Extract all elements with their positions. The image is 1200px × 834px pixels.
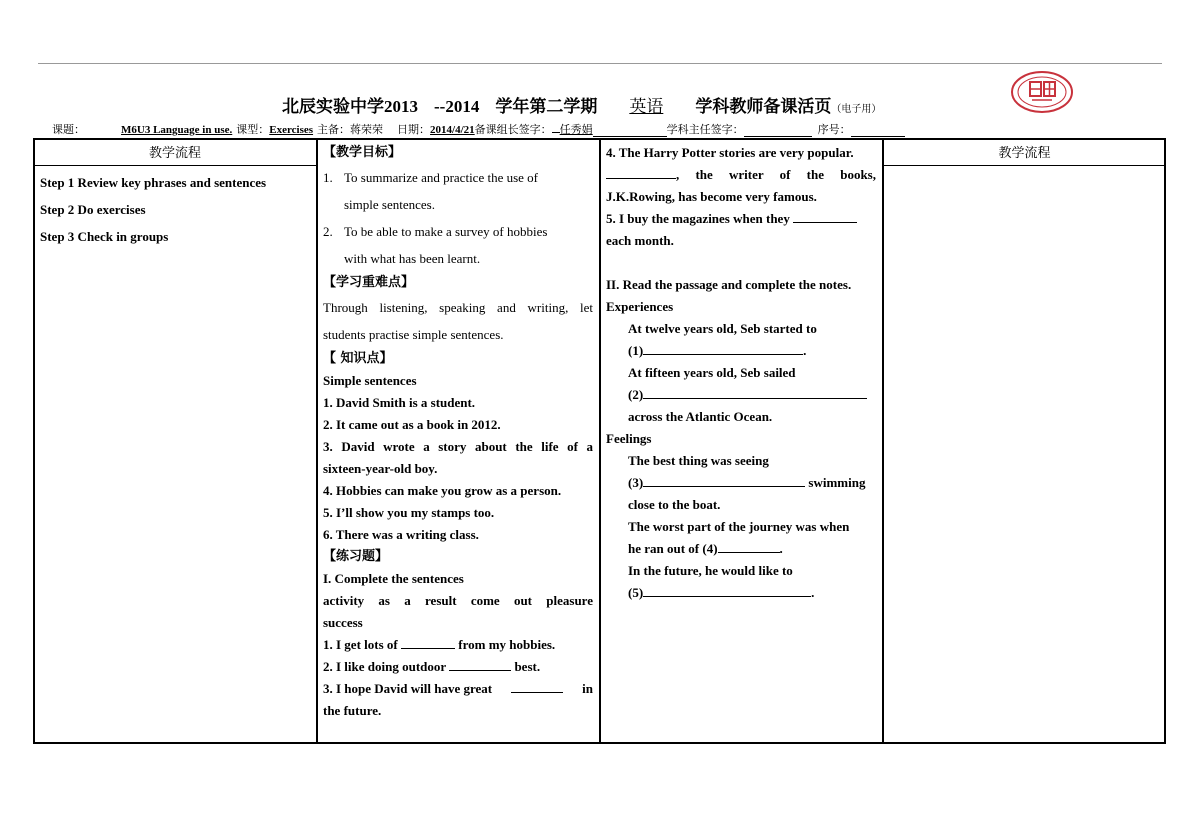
col1-header: 教学流程 <box>148 146 201 161</box>
school-seal-icon <box>1010 70 1074 114</box>
goal-1-num: 1. <box>323 170 333 185</box>
school-name: 北辰实验中学 <box>282 97 384 116</box>
key-title: 【学习重难点】 <box>323 275 415 290</box>
date-value: 2014/4/21 <box>430 124 475 136</box>
exercise-title: 【练习题】 <box>323 549 389 564</box>
question-3: 3. I hope David will have great in <box>323 678 593 700</box>
goal-2-cont <box>323 245 593 272</box>
answer-blank <box>449 656 511 671</box>
question-5b: each month. <box>606 233 674 248</box>
feelings-label: Feelings <box>606 431 652 446</box>
answer-blank <box>718 538 780 553</box>
answer-blank <box>401 634 455 649</box>
feeling-1: The best thing was seeing <box>628 453 769 468</box>
col1-steps <box>40 172 312 253</box>
blank-2: (2) <box>606 384 876 406</box>
question-2: 2. I like doing outdoor best. <box>323 656 593 678</box>
blank-3: (3) swimming <box>606 472 876 494</box>
sentence-2: 2. It came out as a book in 2012. <box>323 417 501 432</box>
question-1: 1. I get lots of from my hobbies. <box>323 634 593 656</box>
experience-2b: across the Atlantic Ocean. <box>628 409 773 424</box>
column-divider <box>882 138 884 744</box>
page-title <box>282 92 982 118</box>
answer-blank <box>606 164 676 179</box>
answer-blank <box>643 472 805 487</box>
meta-line <box>52 120 1162 138</box>
future-1: In the future, he would like to <box>628 563 793 578</box>
goal-1 <box>323 164 593 191</box>
feeling-2: The worst part of the journey was when <box>628 519 850 534</box>
key-text-a: Through listening, speaking and writing, let <box>323 300 593 315</box>
question-4a: 4. The Harry Potter stories are very popular. <box>606 145 854 160</box>
host-label: 主备： <box>317 124 351 136</box>
leader-blank <box>593 124 667 137</box>
column-divider <box>316 138 318 744</box>
part-ii-title: II. Read the passage and complete the notes. <box>606 277 852 292</box>
topic-value: M6U3 Language in use. <box>121 124 233 136</box>
col2-content <box>323 142 593 722</box>
answer-blank <box>643 340 803 355</box>
sentence-6: 6. There was a writing class. <box>323 527 479 542</box>
goal-2-text: To be able to make a survey of hobbies <box>344 224 548 239</box>
host-value: 蒋荣荣 <box>350 124 384 136</box>
sentence-3a: 3. David wrote a story about the life of a <box>323 439 593 454</box>
goal-title: 【教学目标】 <box>323 145 402 160</box>
year-end: --2014 <box>434 97 480 116</box>
top-rule <box>38 63 1162 64</box>
director-blank <box>744 124 812 137</box>
answer-blank <box>793 208 857 223</box>
goal-2-text-b: with what has been learnt. <box>344 251 481 266</box>
column-divider <box>599 138 601 744</box>
question-4c: J.K.Rowing, has become very famous. <box>606 189 817 204</box>
col3-content <box>606 142 876 604</box>
question-3b: the future. <box>323 703 382 718</box>
sentence-3b: sixteen-year-old boy. <box>323 461 438 476</box>
blank-1: (1) . <box>606 340 876 362</box>
leader-label: 备课组长签字： <box>474 124 552 136</box>
step-1: Step 1 Review key phrases and sentences <box>40 175 267 190</box>
subject: 英语 <box>629 97 664 116</box>
type-label: 课型： <box>236 124 270 136</box>
goal-1-text-b: simple sentences. <box>344 197 435 212</box>
question-4b: , the writer of the books, <box>606 164 876 186</box>
sentence-1: 1. David Smith is a student. <box>323 395 476 410</box>
exercise-heading: I. Complete the sentences <box>323 571 464 586</box>
experience-1: At twelve years old, Seb started to <box>628 321 817 336</box>
key-text-b: students practise simple sentences. <box>323 327 504 342</box>
sentence-4: 4. Hobbies can make you grow as a person. <box>323 483 562 498</box>
word-bank-a: activity as a result come out pleasure <box>323 593 593 608</box>
question-5: 5. I buy the magazines when they <box>606 208 876 230</box>
answer-blank <box>643 384 867 399</box>
blank-5: (5) . <box>606 582 876 604</box>
topic-label: 课题： <box>52 124 85 136</box>
word-bank-b: success <box>323 615 363 630</box>
goal-2-num: 2. <box>323 224 333 239</box>
goal-2 <box>323 218 593 245</box>
experience-2: At fifteen years old, Seb sailed <box>628 365 796 380</box>
header-rule <box>883 165 1166 166</box>
term: 学年第二学期 <box>495 97 598 116</box>
answer-blank <box>643 582 811 597</box>
type-value: Exercises <box>269 124 314 136</box>
sentence-5: 5. I’ll show you my stamps too. <box>323 505 495 520</box>
header-rule <box>33 165 317 166</box>
feeling-1b: close to the boat. <box>628 497 721 512</box>
year-start: 2013 <box>384 97 418 116</box>
step-2: Step 2 Do exercises <box>40 202 146 217</box>
goal-1-text: To summarize and practice the use of <box>344 170 539 185</box>
page-type: 学科教师备课活页 <box>695 97 832 116</box>
date-label: 日期： <box>397 124 431 136</box>
blank-4: he ran out of (4) . <box>606 538 876 560</box>
goal-1-cont <box>323 191 593 218</box>
electronic-note: （电子用） <box>831 104 882 115</box>
step-3: Step 3 Check in groups <box>40 229 169 244</box>
col4-header: 教学流程 <box>998 146 1051 161</box>
seq-blank <box>851 124 905 137</box>
seq-label: 序号： <box>817 124 851 136</box>
director-label: 学科主任签字： <box>666 124 744 136</box>
leader-value: 任秀娟 <box>559 124 593 136</box>
simple-title: Simple sentences <box>323 373 417 388</box>
knowledge-title: 【 知识点】 <box>323 351 393 366</box>
experiences-label: Experiences <box>606 299 674 314</box>
answer-blank <box>511 678 563 693</box>
